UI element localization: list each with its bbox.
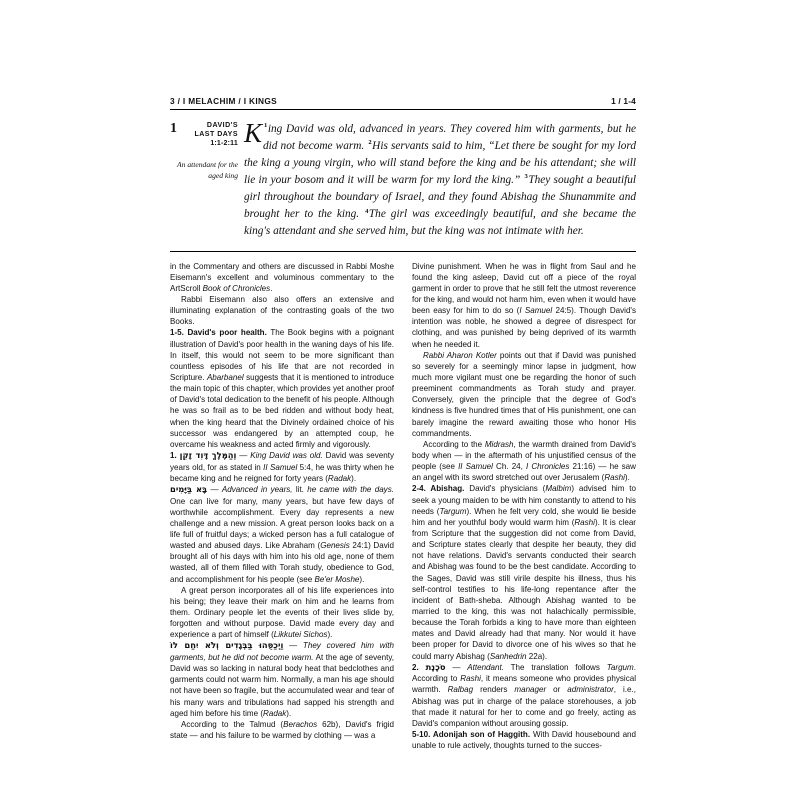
text-run: The translation follows bbox=[503, 662, 607, 672]
cited-source: Targum bbox=[606, 662, 634, 672]
text-run: David's physicians ( bbox=[464, 484, 546, 494]
cited-source: Rashi bbox=[604, 473, 625, 483]
commentary-note: 2. סֹכֶנֶת — Attendant. The translation follows Targum. According to Rashi, it means someone who provides physical warmth. Ralbag renders manager or administrator, i.e., Abishag was put in charge of the palace storehouses, a job that made it natural for her to come and go freely, acting as David's companion without arousing gossip. bbox=[412, 661, 637, 728]
cited-source: Rashi bbox=[460, 674, 481, 684]
text-run: 21:16) — he saw an angel with its sword stretched out over Jerusalem ( bbox=[412, 462, 636, 483]
lemma-translation: Attendant. bbox=[467, 662, 504, 672]
commentary-note: 1. וְהַמֶּלֶךְ דָּוִד זָקֵן — King David was old. David was seventy years old, for as stated in II Samuel 5:4, he was thirty when he became king and he reigned for forty years (Radak). bbox=[170, 449, 394, 483]
cited-source: Genesis bbox=[320, 541, 350, 551]
section-title: 2-4. Abishag. bbox=[412, 484, 465, 494]
commentary-section bbox=[412, 483, 636, 661]
text-run: suggests that it is mentioned to introduce the main topic of this chapter, which provides yet another proof of David's total dedication to the benefit of his people. Although he was so frail as to be bed ridden and without body heat, when the king heard that the Divinely ordained choice of his successor was endangered by an attempted coup, he overcame his weakness and acted firmly and vigorously. bbox=[170, 373, 394, 449]
rendered-term: administrator bbox=[567, 685, 614, 695]
cited-source: Abarbanel bbox=[206, 373, 244, 382]
text-run: Divine punishment. When he was in flight from Saul and he found the king asleep, David cut off a piece of the royal garment in order to prove that he still felt the utmost reverence for the king, and would not harm him, even when it would have been easy for him to do so ( bbox=[412, 261, 636, 316]
text-run: or bbox=[546, 685, 568, 695]
section-verse-range: 1:1-2:11 bbox=[210, 139, 238, 147]
lemma-translation: King David was old. bbox=[250, 450, 323, 460]
cited-authority: Rabbi Aharon Kotler bbox=[423, 350, 497, 360]
verse-text bbox=[244, 117, 637, 241]
section-heading bbox=[194, 121, 238, 149]
text-run: ) advised him to seek a young maiden to be with him constantly to attend to his needs ( bbox=[412, 484, 636, 516]
commentary-paragraph bbox=[412, 261, 636, 350]
running-head-left: 3 / I MELACHIM / I KINGS bbox=[170, 96, 278, 106]
commentary bbox=[170, 261, 636, 752]
cited-source: II Samuel bbox=[458, 462, 493, 472]
text-run: 22a). bbox=[526, 651, 548, 661]
lemma-translation: Advanced in years, bbox=[221, 484, 293, 494]
cited-source: II Samuel bbox=[263, 462, 298, 472]
text-run: in the Commentary and others are discussed in Rabbi Moshe Eisemann's excellent and voluminous commentary to the ArtScroll bbox=[170, 261, 394, 293]
text-run: ). bbox=[624, 473, 630, 483]
text-run: A great person incorporates all of his life experiences into his being; they leave their mark on him and he learns from them. Ordinary people let the events of their lives slide by, forgotten and without purpose. David made every day and experience a part of himself ( bbox=[170, 585, 394, 640]
text-run: . bbox=[270, 283, 273, 293]
drop-cap: K bbox=[244, 117, 263, 148]
cited-source: Midrash bbox=[484, 439, 514, 449]
running-head bbox=[170, 96, 636, 110]
cited-source: I Chronicles bbox=[526, 462, 570, 472]
text-run: 24:5). Though David's intention was noble, he showed a degree of disrespect for clothing, and was punished by being deprived of its warmth when he needed it. bbox=[412, 306, 636, 349]
note-number: 1. bbox=[170, 450, 177, 460]
chapter-number: 1 bbox=[170, 120, 177, 136]
commentary-paragraph bbox=[170, 294, 394, 327]
cited-work: Book of Chronicles bbox=[202, 283, 271, 293]
section-heading-line-1: DAVID'S bbox=[206, 121, 238, 129]
hebrew-lemma: סֹכֶנֶת bbox=[425, 661, 446, 672]
verse-number-3: 3 bbox=[524, 173, 528, 181]
section-heading-line-2: LAST DAYS bbox=[194, 130, 238, 138]
cited-source: Berachos bbox=[283, 719, 318, 729]
text-run: ). It is clear from Scripture that the suggestion did not come from David, and Scripture states clearly that despite her beauty, they did not have relations. David's servants conducted their search and Abishag was found to be the best candidate. According to the Sages, David was still virile despite his illness, thus his self-control testifies to his life-long repentance after the incident of Bath-sheba. Although Abishag wanted to be married to the king, this was not halachically permissible, because the Torah forbids a king to have more than eighteen mates and David already had that many. Nor would it have been proper for David to divorce one of his wives so that he could marry Abishag ( bbox=[412, 517, 636, 661]
verse-number-2: 2 bbox=[368, 138, 372, 146]
lemma-translation: They covered him with garments, but he did not become warm. bbox=[170, 641, 394, 663]
cited-source: Radak bbox=[263, 708, 287, 718]
text-run: ). bbox=[327, 630, 333, 640]
hebrew-lemma: וְהַמֶּלֶךְ דָּוִד זָקֵן bbox=[179, 449, 237, 460]
commentary-note: וַיְכַסֻּהוּ בַּבְּגָדִים וְלֹא יִחַם לוֹ — They covered him with garments, but he did not become warm. At the age of seventy, David was so lacking in natural body heat that bedclothes and garments could not warm him. Normally, a man his age should not have been so fragile, but the accumulated wear and tear of his many wars and tribulations had sapped his strength and aged him before his time (Radak). bbox=[170, 640, 395, 718]
verse-4: The girl was exceedingly beautiful, and she became the king's attendant and she served him, but the king was not intimate with her. bbox=[244, 208, 637, 238]
text-run: David was seventy years old, for as stated in bbox=[170, 450, 394, 472]
scripture-margin-column bbox=[170, 121, 244, 241]
book-page bbox=[170, 96, 636, 751]
commentary-right-column bbox=[412, 261, 636, 752]
commentary-section bbox=[170, 327, 394, 450]
note-number: 2. bbox=[412, 662, 419, 672]
commentary-paragraph bbox=[170, 585, 394, 641]
text-run: . According to bbox=[412, 662, 636, 684]
cited-source: Radak bbox=[327, 473, 352, 483]
cited-source: Targum bbox=[439, 506, 467, 516]
section-title: 1-5. David's poor health. bbox=[170, 328, 267, 338]
cited-source: Rashi bbox=[574, 517, 595, 527]
commentary-section bbox=[412, 729, 636, 751]
text-run: , it means someone who provides physical warmth. bbox=[412, 674, 637, 695]
section-title: 5-10. Adonijah son of Haggith. bbox=[412, 730, 531, 739]
hebrew-lemma: בָּא בַּיָּמִים bbox=[170, 483, 208, 494]
cited-source: I Samuel bbox=[519, 306, 553, 316]
commentary-paragraph bbox=[412, 350, 636, 439]
verse-1: ing David was old, advanced in years. They covered him with garments, but he did not become warm. bbox=[263, 122, 636, 152]
text-run: 5:4, he was thirty when he became king and he reigned for forty years ( bbox=[170, 462, 394, 483]
text-run: Rabbi Eisemann also also offers an extensive and illuminating explanation of the contrasting goals of the two Books. bbox=[170, 295, 394, 327]
hebrew-lemma: וַיְכַסֻּהוּ בַּבְּגָדִים וְלֹא יִחַם לוֹ bbox=[170, 640, 284, 651]
text-run: , the warmth drained from David's body when — in the aftermath of his unjustified census of the people (see bbox=[412, 439, 636, 472]
text-run: According to the bbox=[423, 439, 485, 449]
text-run: points out that if David was punished so severely for a seemingly minor lapse in judgment, how much more vigilant must one be regarding the honor of such preeminent commandments as Torah study and prayer. Conversely, given the principle that the degree of God's kindness is five hundred times that of His punishment, one can barely imagine the reward awaiting those who honor His commandments. bbox=[412, 350, 636, 438]
commentary-note: בָּא בַּיָּמִים — Advanced in years, lit. he came with the days. One can live for many, many years, but have few days of worthwhile accomplishment. Every day represents a new challenge and a new mission. A great person looks back on a life full of fruitful days; a wicked person has a full catalogue of wasted and abused days. Like Abraham (Genesis 24:1) David brought all of his days with him into his old age, none of them wasted, all of them filled with Torah study, obedience to God, and accomplishment for his people (see Be'er Moshe). bbox=[170, 483, 394, 584]
commentary-paragraph bbox=[170, 719, 394, 741]
cited-source: Ralbag bbox=[447, 685, 474, 695]
cited-source: Malbim bbox=[545, 484, 572, 494]
text-run: ). When he felt very cold, she would lie beside him and her youthful body would warm him ( bbox=[412, 506, 636, 527]
rendered-term: manager bbox=[514, 685, 547, 695]
commentary-left-column bbox=[170, 261, 394, 752]
chapter-heading-row bbox=[170, 121, 238, 149]
cited-source: Sanhedrin bbox=[489, 651, 527, 661]
text-run: Ch. 24, bbox=[492, 462, 526, 472]
text-run: ). bbox=[286, 708, 292, 718]
verse-number-1: 1 bbox=[264, 121, 268, 129]
text-run: ). bbox=[351, 473, 357, 483]
running-head-right: 1 / 1-4 bbox=[611, 96, 636, 106]
text-run: 62b), David's frigid state — and his failure to be warmed by clothing — was a bbox=[170, 719, 394, 740]
verse-2: His servants said to him, “Let there be sought for my lord the king a young virgin, who will stand before the king and be his attendant; she will lie in your bosom and it will be warm for my lord the king.” bbox=[244, 139, 637, 186]
scripture-block bbox=[170, 117, 637, 252]
commentary-paragraph bbox=[412, 439, 636, 484]
text-run: , i.e., Abishag was put in charge of the palace storehouses, a job that made it natural for her to come and go freely, acting as David's companion without arousing gossip. bbox=[412, 685, 636, 728]
cited-source: Likkutei Sichos bbox=[273, 630, 328, 640]
text-run: According to the Talmud ( bbox=[181, 719, 284, 729]
text-run: 24:1) David brought all of his days with him into his old age, none of them wasted, all of them filled with Torah study, obedience to God, and accomplishment for his people (see bbox=[170, 541, 394, 584]
text-run: renders bbox=[473, 685, 515, 695]
verse-number-4: 4 bbox=[365, 207, 369, 215]
text-run: At the age of seventy, David was so lacking in natural body heat that bedclothes and garments could not warm him. Normally, a man his age should not have been so fragile, but the accumulated wear and tear of his many wars and tribulations had sapped his strength and aged him before his time ( bbox=[170, 653, 395, 718]
text-run: One can live for many, many years, but have few days of worthwhile accomplishment. Every day represents a new challenge and a new mission. A great person looks back on a life full of fruitful days; a wicked person has a full catalogue of wasted and abused days. Like Abraham ( bbox=[170, 496, 394, 551]
margin-note: An attendant for the aged king bbox=[177, 160, 238, 180]
cited-source: Be'er Moshe bbox=[314, 574, 360, 584]
text-run: The Book begins with a poignant illustration of David's poor health in the waning days of his life. In itself, this would not seem to be more significant than countless episodes of his life that are not recorded in Scripture. bbox=[170, 328, 394, 382]
commentary-paragraph bbox=[170, 261, 394, 294]
text-run: lit. bbox=[292, 484, 308, 494]
literal-translation: he came with the days. bbox=[307, 484, 394, 494]
verse-3: They sought a beautiful girl throughout the boundary of Israel, and they found Abishag the Shunammite and brought her to the king. bbox=[244, 173, 637, 221]
text-run: With David housebound and unable to rule actively, thoughts turned to the succes- bbox=[412, 730, 636, 751]
text-run: ). bbox=[359, 574, 365, 584]
